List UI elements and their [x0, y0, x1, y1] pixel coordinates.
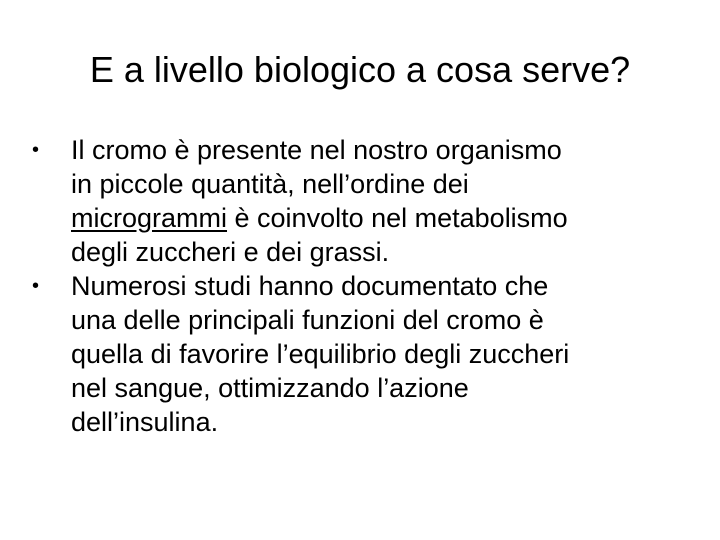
bullet-list — [32, 133, 692, 439]
bullet-line: Numerosi studi hanno documentato che — [71, 271, 549, 301]
bullet-line: una delle principali funzioni del cromo è — [71, 305, 544, 335]
bullet-line: Il cromo è presente nel nostro organismo — [71, 135, 562, 165]
bullet-line-rest: è coinvolto nel metabolismo — [227, 203, 568, 233]
bullet-line: degli zuccheri e dei grassi. — [71, 237, 390, 267]
bullet-line — [71, 201, 692, 235]
bullet-icon: • — [32, 275, 40, 297]
bullet-item — [32, 269, 692, 439]
underlined-term: microgrammi — [71, 203, 228, 233]
bullet-item — [32, 133, 692, 269]
bullet-icon: • — [32, 139, 40, 161]
slide-title: E a livello biologico a cosa serve? — [89, 49, 631, 90]
bullet-line: quella di favorire l’equilibrio degli zuccheri — [71, 339, 570, 369]
bullet-line: in piccole quantità, nell’ordine dei — [71, 169, 469, 199]
bullet-line: dell’insulina. — [71, 407, 219, 437]
bullet-line: nel sangue, ottimizzando l’azione — [71, 373, 469, 403]
